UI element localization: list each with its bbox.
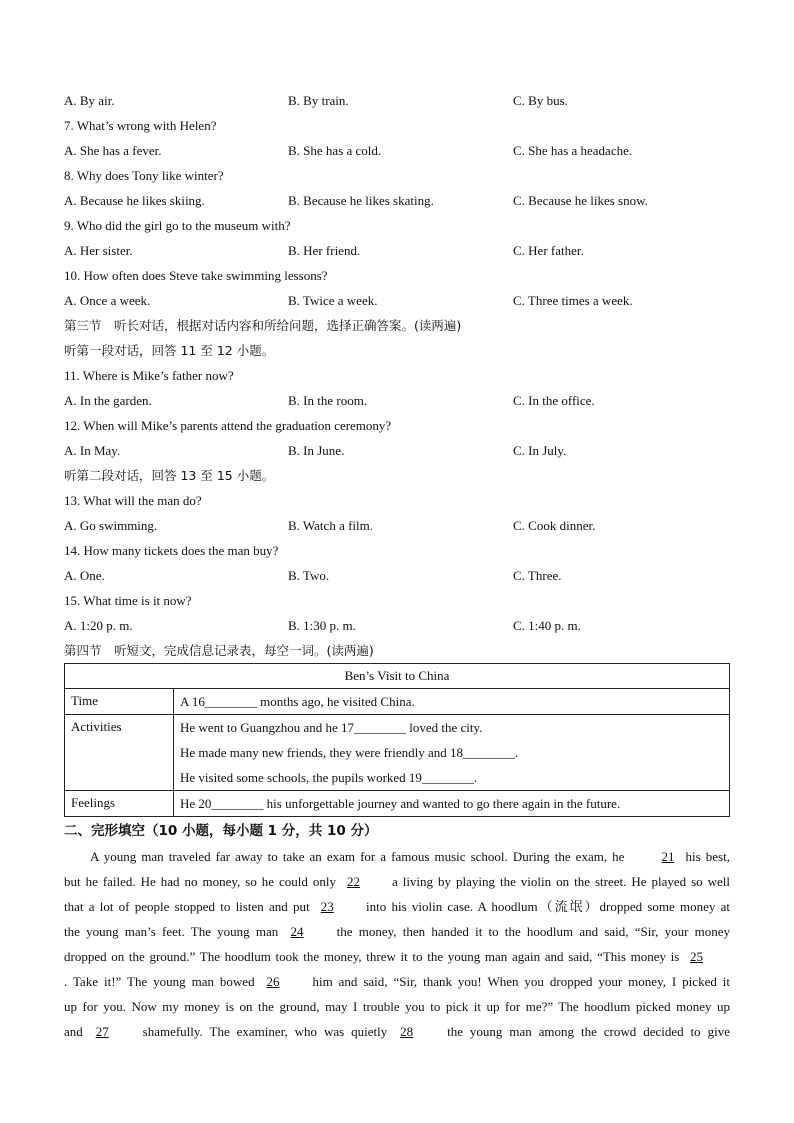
question-12 (64, 413, 730, 463)
question-stem: 8. Why does Tony like winter? (64, 168, 224, 183)
cloze-text: the young man’s feet. The young man (64, 924, 285, 939)
cloze-text: and (64, 1024, 90, 1039)
option-c: C. Her father. (513, 243, 584, 258)
cloze-text: shamefully. The examiner, who was quietly (135, 1024, 395, 1039)
option-a: A. 1:20 p. m. (64, 618, 133, 633)
option-b: B. She has a cold. (288, 143, 382, 158)
option-a: A. One. (64, 568, 105, 583)
option-b: B. By train. (288, 93, 349, 108)
cloze-text: into his violin case. A hoodlum（流氓）dropped some money at (360, 899, 730, 914)
dialog-2-intro: 听第二段对话，回答 13 至 15 小题。 (64, 468, 275, 483)
cloze-line (64, 944, 730, 969)
option-c: C. Because he likes snow. (513, 193, 648, 208)
blank-22: 22 (346, 874, 360, 889)
activity-line: He visited some schools, the pupils worked 19________. (180, 770, 478, 785)
option-c: C. By bus. (513, 93, 568, 108)
option-a: A. Once a week. (64, 293, 151, 308)
question-15 (64, 588, 730, 638)
cloze-passage (64, 844, 730, 1044)
blank-25: 25 (690, 949, 703, 964)
option-a: A. By air. (64, 93, 115, 108)
table-title: Ben’s Visit to China (65, 664, 730, 689)
activity-line: He made many new friends, they were friendly and 18________. (180, 745, 519, 760)
cloze-text: that a lot of people stopped to listen and put (64, 899, 315, 914)
question-stem: 11. Where is Mike’s father now? (64, 368, 234, 383)
option-b: B. In the room. (288, 393, 368, 408)
cloze-line (64, 894, 730, 919)
option-b: B. Watch a film. (288, 518, 374, 533)
question-10 (64, 263, 730, 313)
option-b: B. Two. (288, 568, 330, 583)
option-b: B. 1:30 p. m. (288, 618, 356, 633)
info-record-table (64, 663, 730, 817)
question-stem: 14. How many tickets does the man buy? (64, 543, 279, 558)
question-9 (64, 213, 730, 263)
question-stem: 13. What will the man do? (64, 493, 202, 508)
activity-line: He went to Guangzhou and he 17________ loved the city. (180, 720, 483, 735)
option-c: C. Cook dinner. (513, 518, 596, 533)
cloze-line (64, 1019, 730, 1044)
cloze-text: dropped on the ground.” The hoodlum took the money, threw it to the young man again and said, “This money is (64, 949, 684, 964)
option-b: B. In June. (288, 443, 345, 458)
option-a: A. Her sister. (64, 243, 133, 258)
option-c: C. In the office. (513, 393, 595, 408)
question-stem: 15. What time is it now? (64, 593, 192, 608)
blank-24: 24 (290, 924, 304, 939)
cloze-text: but he failed. He had no money, so he could only (64, 874, 341, 889)
option-a: A. She has a fever. (64, 143, 162, 158)
cloze-text: a living by playing the violin on the street. He played so well (386, 874, 730, 889)
option-a: A. In the garden. (64, 393, 152, 408)
q6-options (64, 88, 730, 113)
cloze-text: up for you. Now my money is on the ground, may I trouble you to pick it up for me?” The hoodlum picked money up (64, 999, 730, 1014)
activities-label: Activities (65, 715, 174, 791)
cloze-line (64, 994, 730, 1019)
cloze-text: the young man among the crowd decided to give (440, 1024, 730, 1039)
time-value-text: A 16________ months ago, he visited China. (180, 694, 415, 709)
cloze-text: the money, then handed it to the hoodlum and said, “Sir, your money (330, 924, 731, 939)
section-4-title: 第四节 听短文，完成信息记录表，每空一词。(读两遍) (64, 643, 374, 658)
blank-23: 23 (320, 899, 334, 914)
option-a: A. Go swimming. (64, 518, 158, 533)
cloze-line (64, 869, 730, 894)
dialog-1-intro: 听第一段对话，回答 11 至 12 小题。 (64, 343, 275, 358)
page-content (64, 88, 730, 1044)
blank-28: 28 (400, 1024, 414, 1039)
cloze-line (64, 919, 730, 944)
option-b: B. Her friend. (288, 243, 361, 258)
option-b: B. Because he likes skating. (288, 193, 434, 208)
cloze-text: his best, (680, 849, 730, 864)
question-14 (64, 538, 730, 588)
cloze-line (64, 844, 730, 869)
option-c: C. 1:40 p. m. (513, 618, 581, 633)
blank-27: 27 (95, 1024, 109, 1039)
option-c: C. She has a headache. (513, 143, 633, 158)
question-stem: 10. How often does Steve take swimming lessons? (64, 268, 328, 283)
feelings-label: Feelings (65, 791, 174, 817)
feelings-value (174, 791, 730, 817)
question-11 (64, 363, 730, 413)
question-8 (64, 163, 730, 213)
activities-value (174, 715, 730, 791)
option-b: B. Twice a week. (288, 293, 378, 308)
cloze-line (64, 969, 730, 994)
question-stem: 7. What’s wrong with Helen? (64, 118, 217, 133)
feelings-value-text: He 20________ his unforgettable journey and wanted to go there again in the future. (180, 796, 621, 811)
time-label: Time (65, 689, 174, 715)
cloze-text: . Take it!” The young man bowed (64, 974, 261, 989)
option-a: A. Because he likes skiing. (64, 193, 205, 208)
option-c: C. Three times a week. (513, 293, 633, 308)
option-a: A. In May. (64, 443, 121, 458)
blank-26: 26 (266, 974, 280, 989)
option-c: C. In July. (513, 443, 567, 458)
cloze-text: A young man traveled far away to take an exam for a famous music school. During the exam, he (90, 849, 630, 864)
question-stem: 9. Who did the girl go to the museum with? (64, 218, 291, 233)
question-13 (64, 488, 730, 538)
section-3-title: 第三节 听长对话，根据对话内容和所给问题，选择正确答案。(读两遍) (64, 318, 462, 333)
cloze-text: him and said, “Sir, thank you! When you dropped your money, I picked it (306, 974, 730, 989)
blank-21: 21 (661, 849, 675, 864)
question-7 (64, 113, 730, 163)
time-value (174, 689, 730, 715)
question-stem: 12. When will Mike’s parents attend the graduation ceremony? (64, 418, 392, 433)
part-2-title: 二、完形填空（10 小题，每小题 1 分，共 10 分） (64, 823, 378, 839)
option-c: C. Three. (513, 568, 562, 583)
